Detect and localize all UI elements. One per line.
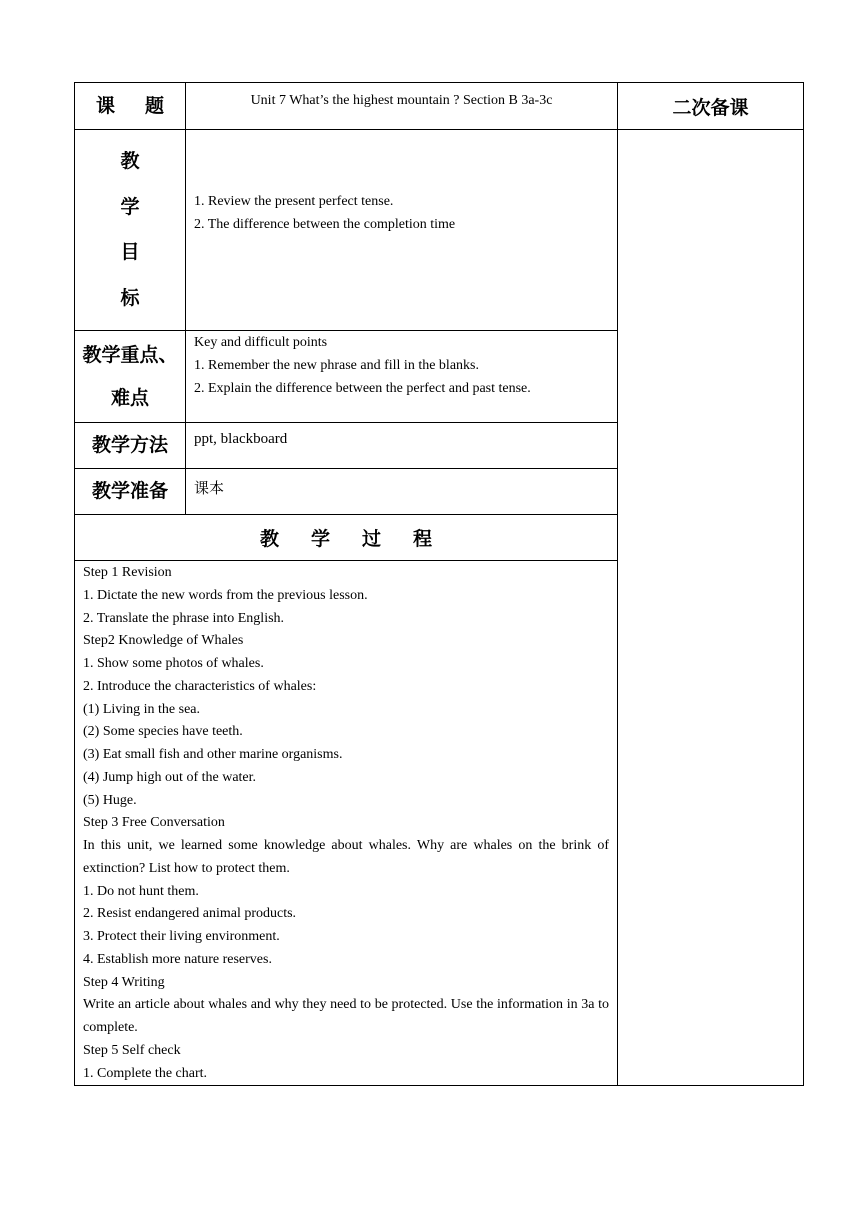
process-heading-char: 程 — [413, 528, 433, 550]
title-label-char: 课 — [95, 94, 115, 117]
process-line: 4. Establish more nature reserves. — [83, 951, 272, 967]
process-line: 2. Translate the phrase into English. — [83, 610, 285, 626]
process-line: (5) Huge. — [83, 792, 137, 808]
process-line: Step 1 Revision — [83, 565, 172, 580]
process-heading — [75, 515, 618, 561]
key-points-content — [186, 331, 618, 423]
process-line: Step2 Knowledge of Whales — [83, 633, 244, 649]
goals-label-char: 标 — [120, 286, 140, 309]
method-label: 教学方法 — [75, 423, 186, 469]
lesson-plan-table — [74, 82, 804, 1086]
process-line: 3. Protect their living environment. — [83, 929, 280, 944]
process-content — [75, 561, 618, 1086]
backup-notes-area — [618, 130, 804, 1086]
key-point-line: 1. Remember the new phrase and fill in the blanks. — [194, 357, 479, 373]
process-line: In this unit, we learned some knowledge about whales. Why are whales on the brink of extinction? List how to protect them. — [83, 838, 609, 876]
key-points-label-line: 难点 — [110, 386, 149, 409]
process-line: 1. Complete the chart. — [83, 1065, 208, 1081]
process-line: Step 4 Writing — [83, 974, 165, 990]
goal-item: 2. The difference between the completion time — [194, 216, 456, 232]
process-heading-char: 教 — [259, 528, 279, 550]
process-line: 1. Do not hunt them. — [83, 883, 199, 899]
title-row — [75, 83, 804, 130]
process-line: (3) Eat small fish and other marine organisms. — [83, 747, 343, 762]
key-points-label — [75, 331, 186, 423]
method-value: ppt, blackboard — [186, 423, 618, 469]
process-line: Step 3 Free Conversation — [83, 815, 225, 831]
process-line: (4) Jump high out of the water. — [83, 769, 257, 785]
title-label-char: 题 — [145, 94, 165, 117]
process-line: (2) Some species have teeth. — [83, 724, 243, 740]
goals-label-char: 目 — [120, 241, 140, 263]
process-line: 1. Dictate the new words from the previous lesson. — [83, 587, 368, 603]
process-line: 2. Resist endangered animal products. — [83, 906, 297, 922]
preparation-label: 教学准备 — [75, 469, 186, 515]
key-point-line: Key and difficult points — [194, 335, 328, 350]
process-line: 2. Introduce the characteristics of whales: — [83, 678, 317, 694]
process-line: Write an article about whales and why they need to be protected. Use the information in 3a to complete. — [83, 997, 609, 1035]
process-heading-char: 过 — [362, 528, 382, 550]
goals-row — [75, 130, 804, 331]
goal-item: 1. Review the present perfect tense. — [194, 194, 394, 209]
goals-content — [186, 130, 618, 331]
goals-label-char: 教 — [120, 150, 140, 172]
process-heading-char: 学 — [310, 528, 330, 550]
title-label — [75, 83, 186, 130]
backup-label: 二次备课 — [618, 83, 804, 130]
process-line: Step 5 Self check — [83, 1042, 181, 1058]
goals-label-char: 学 — [120, 195, 140, 218]
course-title: Unit 7 What’s the highest mountain ? Section B 3a-3c — [186, 83, 618, 130]
preparation-value: 课本 — [186, 469, 618, 515]
process-line: (1) Living in the sea. — [83, 701, 201, 717]
key-points-label-line: 教学重点、 — [82, 343, 178, 366]
process-line: 1. Show some photos of whales. — [83, 656, 264, 671]
key-point-line: 2. Explain the difference between the perfect and past tense. — [194, 380, 531, 396]
goals-label — [75, 130, 186, 331]
